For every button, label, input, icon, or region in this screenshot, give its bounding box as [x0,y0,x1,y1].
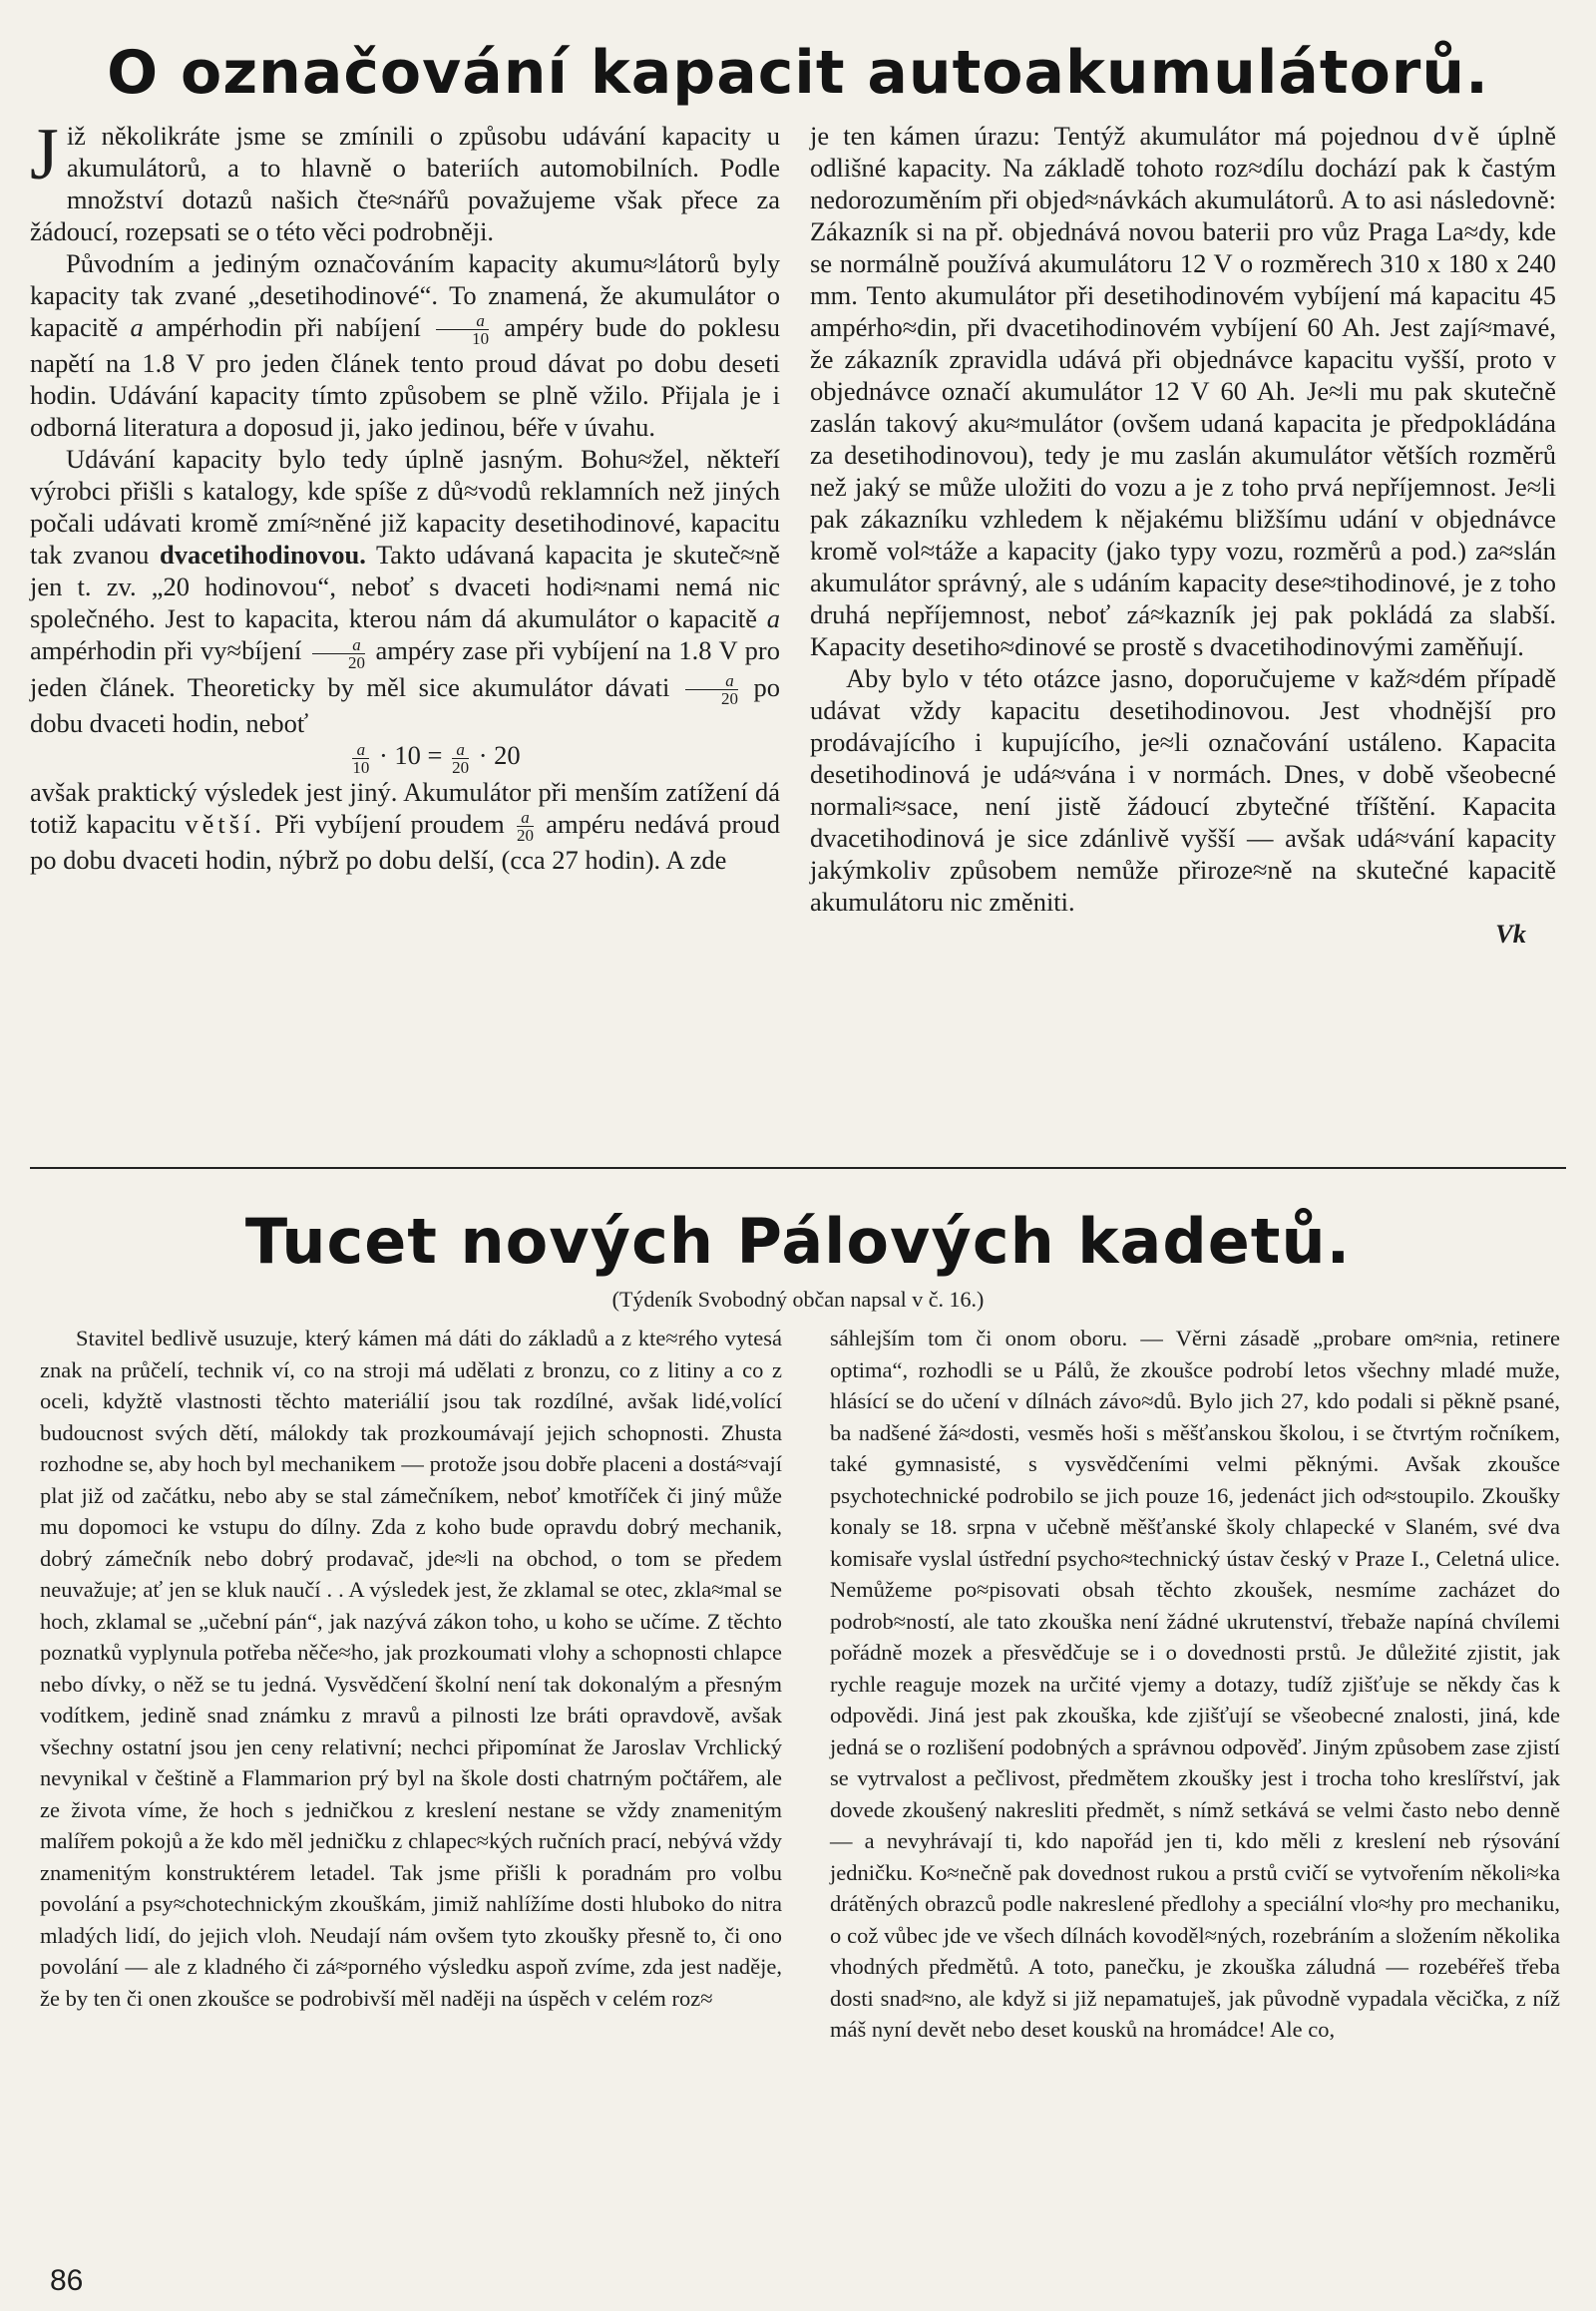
article-title-capacity: O označování kapacit autoakumulátorů. [107,38,1489,108]
article2-left-column [40,1323,782,2014]
article1-paragraph-4: avšak praktický výsledek jest jiný. Akumulátor při menším zatížení dá totiž kapacitu větší. Při vybíjení proudem $\frac{a}{20}$ ampéru nedává proud po dobu dvaceti hodin, nýbrž po dobu delší, (cca 27 hodin). A zde [30,776,781,876]
fraction: $\frac{a}{10}$ [436,312,489,347]
article-source: (Týdeník Svobodný občan napsal v č. 16.) [611,1287,985,1312]
article1-left-column [30,114,781,876]
article2-paragraph-left: Stavitel bedlivě usuzuje, který kámen má dáti do základů a z kte≈rého vytesá znak na průčelí, technik ví, co na stroji má udělati z bronzu, co z litiny a co z oceli, kdyžtě vlastnosti těchto materiálií jsou tak rozdílné, avšak lidé,volící budoucnost svých dětí, málokdy tak prozkoumávají jejich schopnosti. Zhusta rozhodne se, aby hoch byl mechanikem — protože jsou dobře placeni a dostá≈vají plat již od začátku, nebo aby se stal zámečníkem, neboť kmotříček či jiný může mu dopomoci ke vstupu do dílny. Zda z koho bude opravdu dobrý mechanik, dobrý zámečník nebo dobrý prodavač, jde≈li na obchod, o tom se předem neuvažuje; ať jen se kluk naučí . . A výsledek jest, že zklamal se otec, zkla≈mal se hoch, zklamal se „učební pán“, jak nazývá zákon toho, u koho se učíme. Z těchto poznatků vyplynula potřeba něče≈ho, jak prozkoumati vlohy a schopnosti chlapce nebo dívky, o něž se tu jedná. Vysvědčení školní není tak dokonalým a přesným vodítkem, jedině snad známku z mravů a pilnosti lze bráti opravdově, avšak všechny ostatní jsou jen ceny relativní; nechci připomínat že Jaroslav Vrchlický nevynikal v češtině a Flammarion prý byl na škole dosti chatrným počtářem, ale ze života víme, že hoch s jedničkou z kreslení nestane se vždy znamenitým malířem pokojů a že kdo měl jedničku z chlapec≈kých ručních prací, nebývá vždy znamenitým konstruktérem letadel. Tak jsme přišli k poradnám pro volbu povolání a psy≈chotechnickým zkouškám, jimiž nahlížíme dosti hluboko do nitra mladých lidí, do jejich vloh. Neudají nám ovšem tyto zkoušky přesně to, či ono povolání — ale z kladného či zá≈porného výsledku aspoň zvíme, zda jest naděje, že by ten či onen zkoušce se podrobivší měl naději na úspěch v celém roz≈ [40,1326,782,2011]
page-number: 86 [50,2264,84,2297]
article-title-cadets: Tucet nových Pálových kadetů. [244,1205,1352,1278]
article1-right-column [810,120,1556,950]
drop-cap: J [30,114,59,195]
article1-paragraph-5: je ten kámen úrazu: Tentýž akumulátor má pojednou dvě úplně odlišné kapacity. Na základě tohoto roz≈dílu dochází pak k častým nedorozuměním při objed≈návkách akumulátorů. A to asi následovně: Zákazník si na př. objednává novou baterii pro vůz Praga La≈dy, kde se normálně používá akumulátoru 12 V o rozměrech 310 x 180 x 240 mm. Tento akumulátor při desetihodinovém vybíjení má kapacitu 45 ampérho≈din, při dvacetihodinovém vybíjení 60 Ah. Jest zají≈mavé, že zákazník zpravidla udává při objednávce kapacitu vyšší, proto v objednávce označí akumulátor 12 V 60 Ah. Je≈li mu pak skutečně zaslán takový aku≈mulátor (ovšem udaná kapacita je předpokládána za desetihodinovou), tedy je mu zaslán akumulátor větších rozměrů než jaký se může uložiti do vozu a je z toho prvá nepříjemnost. Je≈li pak zákazníku vzhledem k nějakému bližšímu udání v objednávce kromě vol≈táže a kapacity (jako typy vozu, rozměrů a pod.) za≈slán akumulátor správný, ale s udáním kapacity dese≈tihodinové, je z toho druhá nepříjemnost, neboť zá≈kazník jej pak pokládá za slabší. Kapacity desetiho≈dinové se prostě s dvacetihodinovými zaměňují. [810,121,1557,661]
fraction: $\frac{a}{20}$ [685,672,738,707]
fraction: $\frac{a}{20}$ [312,636,365,671]
equation: $\frac{a}{10}$ · 10 = $\frac{a}{20}$ · 20 [352,739,521,777]
article1-paragraph-6: Aby bylo v této otázce jasno, doporučujeme v kaž≈dém případě udávat vždy kapacitu desetihodinovou. Jest vhodnější pro prodávajícího i kupujícího, je≈li označování ustáleno. Kapacita desetihodinová je udá≈vána i v normách. Dnes, v době všeobecné normali≈sace, není jistě žádoucí zbytečné tříštění. Kapacita dvacetihodinová je sice zdánlivě vyšší — avšak udá≈vání kapacity jakýmkoliv způsobem nemůže přiroze≈ně na skutečné kapacitě akumulátoru nic změniti. [810,663,1556,917]
article1-paragraph-2: Původním a jediným označováním kapacity akumu≈látorů byly kapacity tak zvané „desetihodinové“. To znamená, že akumulátor o kapacitě a ampérhodin při nabíjení $\frac{a}{10}$ ampéry bude do poklesu napětí na 1.8 V pro jeden článek tento proud dávat po dobu deseti hodin. Udávání kapacity tímto způsobem se plně vžilo. Přijala je i odborná literatura a doposud ji, jako jedinou, béře v úvahu. [30,248,781,443]
author-signature: Vk [1495,919,1526,949]
article1-paragraph-1: Již několikráte jsme se zmínili o způsobu udávání kapacity u akumulátorů, a to hlavně o bateriích automobilních. Podle množství dotazů našich čte≈nářů považujeme však přece za žádoucí, rozepsati se o této věci podrobněji. [30,114,780,246]
fraction: $\frac{a}{20}$ [517,808,534,846]
article2-paragraph-right: sáhlejším tom či onom oboru. — Věrni zásadě „probare om≈nia, retinere optima“, rozhodli se u Pálů, že zkoušce podrobí letos všechny mladé muže, hlásící se do učení v dílnách závo≈dů. Bylo jich 27, kdo podali si pěkně psané, ba nadšené žá≈dosti, vesměs hoši s měšťanskou školou, i se čtvrtým ročníkem, také gymnasisté, s vysvědčeními velmi pěknými. Avšak zkoušce psychotechnické podrobilo se jich pouze 16, jedenáct jich od≈stoupilo. Zkoušky konaly se 18. srpna v učebně měšťanské školy chlapecké v Slaném, své dva komisaře vyslal ústřední psycho≈technický ústav český v Praze I., Celetná ulice. Nemůžeme po≈pisovati obsah těchto zkoušek, nesmíme zacházet do podrob≈ností, ale tato zkouška není žádné ukrutenství, třebaže napíná chvílemi pořádně mozek a přesvědčuje se i o dovednosti prstů. Je důležité zjistit, jak rychle reaguje mozek na určité vjemy a dotazy, tudíž zjišťuje se někdy čas k odpovědi. Jiná jest pak zkouška, kde zjišťují se všeobecné znalosti, jiná, kde jedná se o rozlišení podobných a správnou odpověď. Jiným způsobem zase zjistí se vytrvalost a pečlivost, předmětem zkoušky jest i trocha toho kreslířství, jak dovede zkoušený nakresliti předmět, s nímž setkává se velmi často nebo denně — a nevyhrávají ti, kdo napořád jen ti, kdo měli z kreslení neb rýsování jedničku. Ko≈nečně pak dovednost rukou a prstů cvičí se vytvořením několi≈ka drátěných obrazců podle nakreslené předlohy a speciální vlo≈hy pro mechaniku, o což vůbec jde ve všech dílnách kovoděl≈ných, rozebráním a složením několika vhodných předmětů. A toto, panečku, je zkouška záludná — rozebéřeš třeba dosti snad≈no, ale když si již nepamatuješ, jak původně vypadala věcička, z níž máš nyní devět nebo deset kousků na hromádce! Ale co, [830,1326,1560,2042]
article1-paragraph-3: Udávání kapacity bylo tedy úplně jasným. Bohu≈žel, někteří výrobci přišli s katalogy, kde spíše z dů≈vodů reklamních než jiných počali udávati kromě zmí≈něné již kapacity desetihodinové, kapacitu tak zvanou dvacetihodinovou. Takto udávaná kapacita je skuteč≈ně jen t. zv. „20 hodinovou“, neboť s dvaceti hodi≈nami nemá nic společného. Jest to kapacita, kterou nám dá akumulátor o kapacitě a ampérhodin při vy≈bíjení $\frac{a}{20}$ ampéry zase při vybíjení na 1.8 V pro jeden článek. Theoreticky by měl sice akumulátor dávati $\frac{a}{20}$ po dobu dvaceti hodin, neboť [30,444,781,739]
article2-right-column [830,1323,1560,2046]
section-divider [30,1167,1566,1169]
